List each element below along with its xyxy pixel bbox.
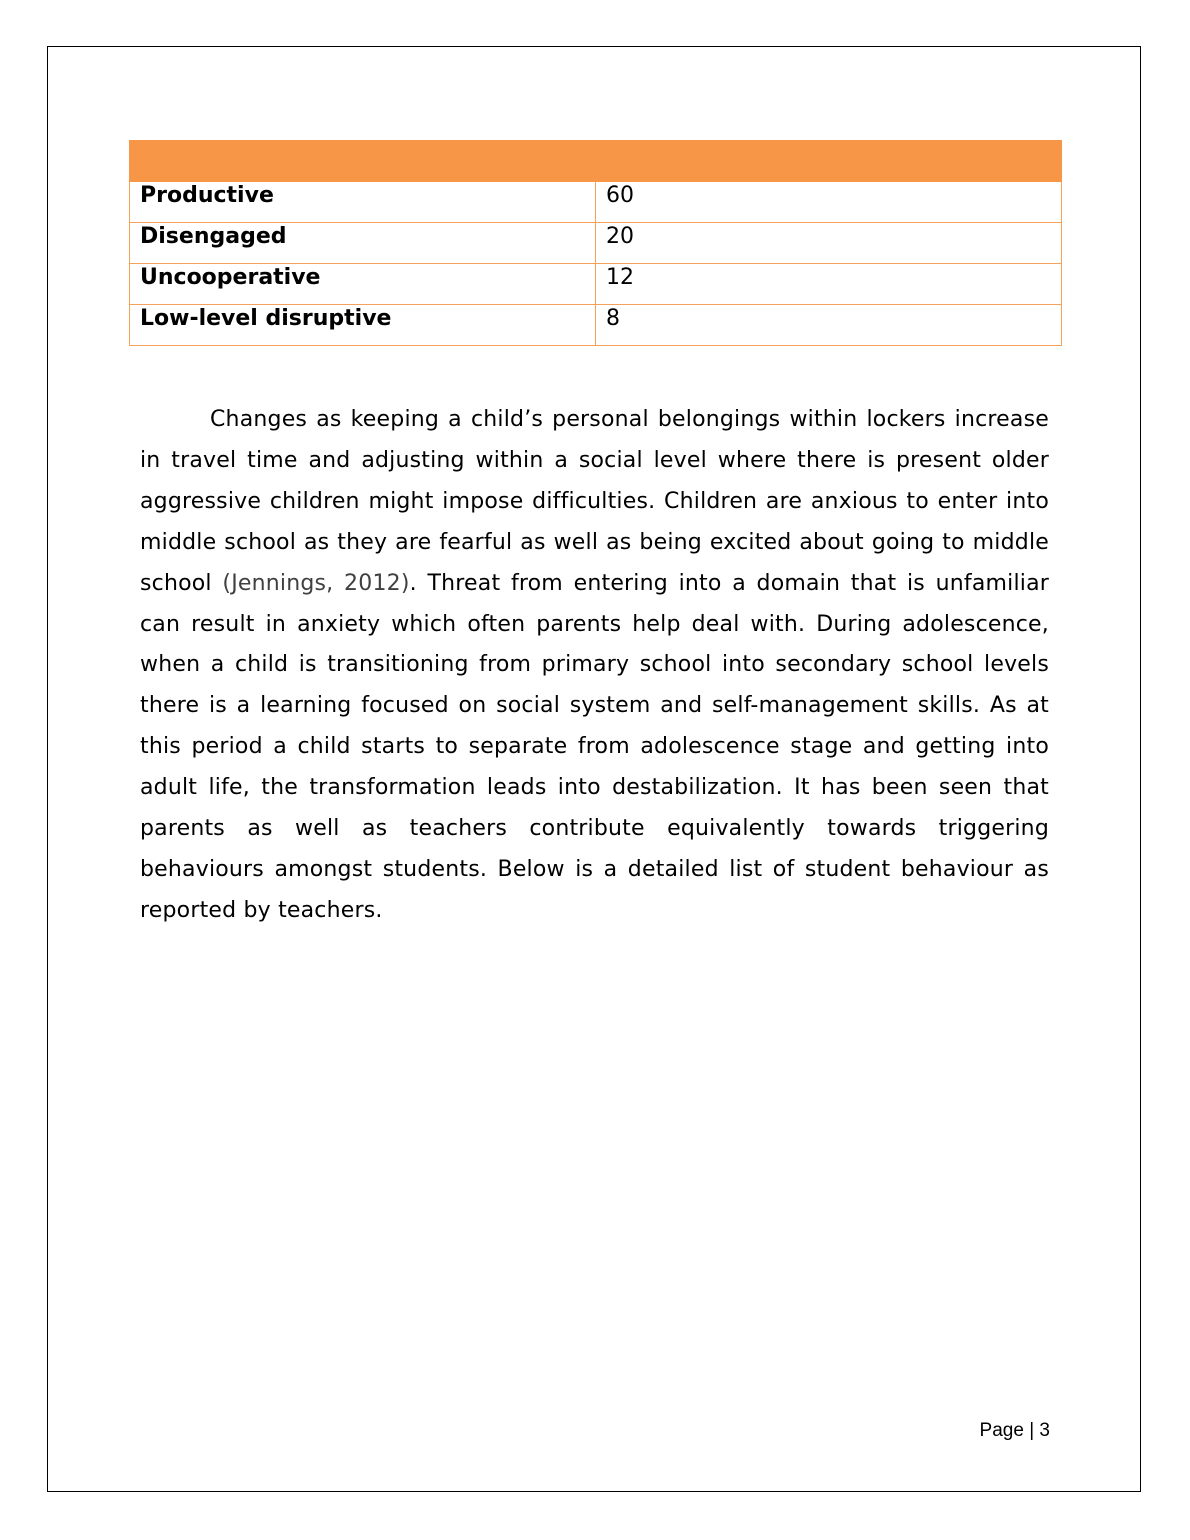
table-row: [130, 305, 1062, 346]
row-label: Disengaged: [130, 223, 596, 264]
row-label: Productive: [130, 182, 596, 223]
paragraph-text: Changes as keeping a child’s personal belongings within lockers increase in travel time and adjusting within a social level where there is present older aggressive children might impose difficulties. Children are anxious to enter into middle school as they are fearful as well as being excited about going to middle school: [140, 407, 1049, 596]
citation: (Jennings, 2012): [222, 570, 410, 596]
row-value: 8: [596, 305, 1062, 346]
page-footer: [900, 1420, 1050, 1442]
row-value: 20: [596, 223, 1062, 264]
table-header-cell: [130, 141, 596, 182]
table-header-row: [130, 141, 1062, 182]
row-value: 12: [596, 264, 1062, 305]
table-row: [130, 182, 1062, 223]
paragraph-text: . Threat from entering into a domain that is unfamiliar can result in anxiety which often parents help deal with. During adolescence, when a child is transitioning from primary school into secondary school levels there is a learning focused on social system and self-management skills. As at this period a child starts to separate from adolescence stage and getting into adult life, the transformation leads into destabilization. It has been seen that parents as well as teachers contribute equivalently towards triggering behaviours amongst students. Below is a detailed list of student behaviour as reported by teachers.: [140, 570, 1050, 923]
page-label: Page: [979, 1420, 1024, 1441]
row-label: Uncooperative: [130, 264, 596, 305]
page-number: 3: [1039, 1420, 1050, 1441]
row-label: Low-level disruptive: [130, 305, 596, 346]
behaviour-table: [129, 140, 1062, 346]
table-row: [130, 264, 1062, 305]
page-separator: |: [1029, 1420, 1035, 1441]
row-value: 60: [596, 182, 1062, 223]
body-paragraph: [140, 400, 1049, 932]
table-header-cell: [596, 141, 1062, 182]
table-row: [130, 223, 1062, 264]
